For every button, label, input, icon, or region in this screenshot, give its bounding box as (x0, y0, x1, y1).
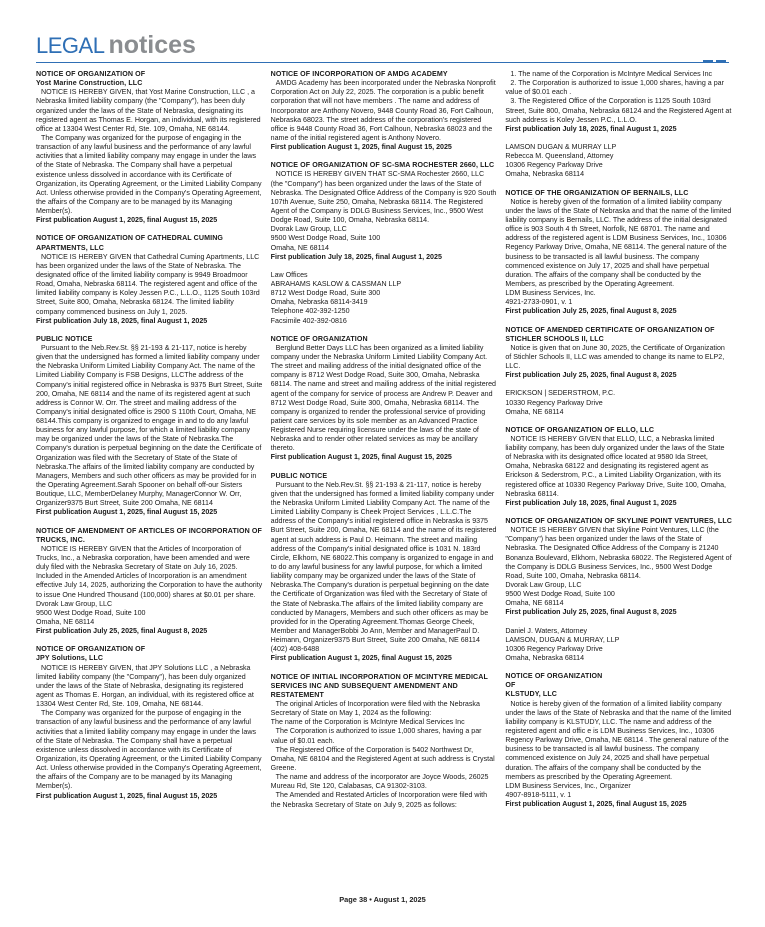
publication-dates: First publication July 18, 2025, final August 1, 2025 (36, 316, 208, 325)
page-footer: Page 38 • August 1, 2025 (339, 895, 426, 904)
publication-dates: First publication August 1, 2025, final August 15, 2025 (36, 508, 218, 517)
notice-text: LAMSON DUGAN & MURRAY LLP (505, 142, 617, 151)
notice-text: 10330 Regency Parkway Drive (505, 398, 603, 407)
legal-notice (271, 335, 498, 463)
notice-heading: NOTICE OF ORGANIZATION OF CATHEDRAL CUMING APARTMENTS, LLC (36, 234, 224, 252)
notice-text: NOTICE IS HEREBY GIVEN that the Articles of Incorporation of Trucks, Inc., a Nebraska corporation, have been amended and were duly filed with the Nebraska Secretary of State on July 16, 2025. Included in the Amended Articles of Incorporation is an amendment effective July 14, 2025, authorizing the Corporation to have the authority to issue One Hundred Thousand (100,000) shares at $0.01 per share. (36, 544, 263, 599)
notice-heading: NOTICE OF ORGANIZATION OF SKYLINE POINT VENTURES, LLC (505, 517, 732, 526)
publication-dates: First publication August 1, 2025, final August 15, 2025 (505, 800, 687, 809)
notice-heading: NOTICE OF ORGANIZATION OF JPY Solutions, LLC (36, 645, 146, 663)
column-3 (505, 70, 732, 895)
notice-text: LDM Business Services, Inc., Organizer (505, 781, 631, 790)
notice-text: The Company was organized for the purpose of engaging in the transaction of any lawful business and the performance of any lawful activities that a limited liability company may engage in under the laws of the State of Nebraska. The Company shall have a perpetual existence unless dissolved in accordance with its Certificate of Organization, its Operating Agreement, or the Limited Liability Company Act. Unless otherwise provided in the Company's Operating Agreement, the affairs of the Company are to be managed by its Managing Member(s). (36, 709, 262, 791)
legal-notice (271, 271, 498, 326)
publication-dates: First publication July 25, 2025, final August 8, 2025 (505, 307, 677, 316)
legal-notice (505, 627, 732, 664)
legal-notice (36, 234, 263, 325)
notice-text: Omaha, NE 68114 (270, 243, 329, 252)
legal-notice (505, 389, 732, 416)
notice-text: Omaha, NE 68114 (505, 407, 564, 416)
notice-text: LDM Business Services, Inc. (505, 289, 596, 298)
legal-notice (36, 335, 263, 518)
notice-text: Omaha, Nebraska 68114-3419 (270, 298, 368, 307)
notice-text: NOTICE IS HEREBY GIVEN that ELLO, LLC, a Nebraska limited liability company, has been duly organized under the laws of the State of Nebraska with its designated office located at 9580 Ida Street, Omaha, Nebraska 68122 and designating its registered agent as Erickson & Sederstrom, P.C., a Limited Liability Organization, with its registered office at 10330 Regency Parkway Drive, Suite 100, Omaha, Nebraska 68114. (505, 434, 727, 498)
notice-text: Pursuant to the Neb.Rev.St. §§ 21-193 & 21-117, notice is hereby given that the undersigned has formed a limited liability company under the Nebraska Uniform Limited Liability Company Act. The name of the Limited Liability Company is FSB Designs, LLCThe address of the Company's initial registered office in Nebraska is 9375 Burt Street, Suite 200, Omaha, NE 68114 and the name of its registered agent at such address is Connor W. Orr. The street and mailing address of the Company's initial designated office is 2900 S 110th Court, Omaha, NE 68144.This company is organized to engage in and to do any lawful business for any lawful purpose, for which a limited liability company may be organized under the laws of the State of Nebraska.The Company's duration is perpetual beginning on the date the Certificate of Organization was filed with the Secretary of State of the State of Nebraska.The affairs of the limited liability company are conducted by Managers, Members and such other officers as may be provided for in the Operating Agreement.Sarah Spooner on behalf off-our Sisters Boutique, LLC, MemberDelaney Murphy, ManagerConnor W. Orr, Organizer9375 Burt Street, Suite 200 Omaha, NE 68114 (36, 343, 263, 508)
notice-heading: NOTICE OF ORGANIZATION (270, 334, 368, 343)
masthead-rule (36, 62, 729, 63)
notice-text: NOTICE IS HEREBY GIVEN THAT SC-SMA Rochester 2660, LLC (the "Company") has been organized under the laws of the State of Nebraska. The Designated Office Address of the Company is 920 South 107th Avenue, Suite 250, Omaha, Nebraska 68114. The Registered Agent of the Company is DDLG Business Services, Inc., 9500 West Dodge Road, Suite 100, Omaha, Nebraska 68114. (270, 170, 497, 225)
publication-dates: First publication July 25, 2025, final August 8, 2025 (505, 608, 677, 617)
notice-columns (36, 70, 732, 895)
notice-text: Facsimile 402-392-0816 (270, 316, 347, 325)
notice-text: Dvorak Law Group, LLC (270, 225, 347, 234)
publication-dates: First publication July 25, 2025, final August 8, 2025 (505, 371, 677, 380)
notice-text: The Corporation is authorized to issue 1,000 shares, having a par value of $0.01 each. (270, 727, 482, 745)
notice-text: NOTICE IS HEREBY GIVEN that Cathedral Cuming Apartments, LLC has been organized under the laws of the State of Nebraska. The designated office of the limited liability company is 9949 Broadmoor Road, Omaha, Nebraska 68114. The registered agent and office of the limited liability company is Koley Jessen P.C., L.L.O., 1125 South 103rd Street, Suite 800, Omaha, Nebraska 68124. The limited liability company commenced business on July 1, 2025. (36, 252, 260, 316)
publication-dates: First publication August 1, 2025, final August 15, 2025 (270, 453, 452, 462)
notice-text: Notice is hereby given of the formation of a limited liability company under the laws of the State of Nebraska and that the name of the limited liability company is Bernails, LLC. The address of the initial designated office is 903 South 4 th Street, Norfolk, NE 68701. The name and address of the registered agent is LDM Business Services, Inc., 10306 Regency Parkway Drive, Omaha, NE 68114. The general nature of the business to be transacted is all lawful business. The company commenced existence on July 17, 2025 and shall have perpetual duration. The affairs of the company shall be conducted by the Members, as prescribed by the Operating Agreement. (505, 197, 732, 288)
notice-text: Rebecca M. Queensland, Attorney (505, 152, 614, 161)
legal-notice (505, 426, 732, 508)
legal-notice (505, 189, 732, 317)
notice-text: Pursuant to the Neb.Rev.St. §§ 21-193 & 21-117, notice is hereby given that the undersigned has formed a limited liability company under the Nebraska Uniform Limited Liability Company Act. The name of the Limited Liability Company is Cheek Project Services , L.L.C.The address of the Company's initial registered office in Nebraska is 9375 Burt Street, Suite 200, Omaha, NE 68114 and the name of its registered agent at such address is Paul D. Heimann. The street and mailing address of the Company's initial designated office is 1031 N. 183rd Circle, Elkhorn, NE 68022.This company is organized to engage in and to do any lawful business for any lawful purpose, for which a limited liability company may be organized under the laws of the State of Nebraska.The Company's duration is perpetual beginning on the date the Certificate of Organization was filed with the Secretary of State of the State of Nebraska.The affairs of the limited liability company are conducted by Managers, Members and such other officers as may be provided for in the Operating Agreement.Thomas George Cheek, Member and ManagerBobbi Jo Ann, Member and ManagerPaul D. Heimann, Organizer9375 Burt Street, Suite 200 Omaha, NE 68114 (402) 408-6488 (270, 480, 497, 654)
publication-dates: First publication July 18, 2025, final August 1, 2025 (505, 124, 677, 133)
legal-notice (505, 143, 732, 180)
notice-text: Notice is hereby given of the formation of a limited liability company under the laws of the State of Nebraska and that the name of the limited liability company is KLSTUDY, LLC. The name and address of the registered agent and offic e is LDM Business Services, Inc., 10306 Regency Parkway Drive, Omaha, NE 68114 . The general nature of the business to be transacted is all lawful business. The company commenced existence on July 24, 2025 and shall have perpetual duration. The affairs of the company shall be conducted by the members as prescribed by the Operating Agreement. (505, 699, 732, 781)
legal-notice (36, 70, 263, 225)
publication-dates: First publication July 25, 2025, final August 8, 2025 (36, 627, 208, 636)
legal-notice (36, 645, 263, 800)
publication-dates: First publication August 1, 2025, final August 15, 2025 (36, 216, 218, 225)
notice-text: Omaha, Nebraska 68114 (505, 170, 585, 179)
notice-heading: NOTICE OF ORGANIZATION OF SC-SMA ROCHESTER 2660, LLC (270, 161, 495, 170)
column-1 (36, 70, 263, 895)
notice-text: The name of the Corporation is McIntyre Medical Services Inc (270, 718, 465, 727)
notice-text: The Amended and Restated Articles of Incorporation were filed with the Nebraska Secretary of State on July 9, 2025 as follows: (270, 791, 488, 809)
notice-text: ABRAHAMS KASLOW & CASSMAN LLP (270, 279, 402, 288)
notice-heading: NOTICE OF AMENDMENT OF ARTICLES OF INCORPORATION OF TRUCKS, INC. (36, 526, 262, 544)
notice-text: Berglund Better Days LLC has been organized as a limited liability company under the Nebraska Uniform Limited Liability Company Act. The street and mailing address of the initial designated office of the company is 8712 West Dodge Road, Suite 300, Omaha, Nebraska 68114. The name and street and mailing address of the initial registered agent of the company for service of process are Andrew P. Deaver and 8712 West Dodge Road, Suite 300, Omaha, Nebraska 68114. The company is organized to render the professional service of providing patient care services by its sole member as an Advanced Practice Registered Nurse requiring licensure under the laws of the state of Nebraska and to render other related services as may be ancillary thereto. (270, 343, 496, 453)
notice-text: 1. The name of the Corporation is McIntyre Medical Services Inc (510, 70, 713, 78)
notice-text: 9500 West Dodge Road, Suite 100 (270, 234, 381, 243)
notice-text: 10306 Regency Parkway Drive (505, 161, 603, 170)
notice-text: Omaha, Nebraska 68114 (505, 654, 585, 663)
notice-text: The name and address of the incorporator are Joyce Woods, 26025 Mureau Rd, Ste 120, Calabasas, CA 91302-3103. (270, 773, 489, 791)
notice-text: AMDG Academy has been incorporated under the Nebraska Nonprofit Corporation Act on July 22, 2025. The corporation is a public benefit corporation that will not have members . The name and address of Incorporator are Anthony Novero, 9448 County Road 36, Fort Calhoun, Nebraska 68023. The street address of the corporation's registered office is 9448 County Road 36, Fort Calhoun, Nebraska 68023 and the name of the initial registered agent is Anthony Novero. (270, 79, 496, 142)
notice-text: Notice is given that on June 30, 2025, the Certificate of Organization of Stichler Schools II, LLC was amended to change its name to ELP2, LLC. (505, 343, 725, 371)
notice-text: Daniel J. Waters, Attorney (505, 626, 588, 635)
notice-text: 4907-8918-5111, v. 1 (505, 790, 572, 799)
publication-dates: First publication July 18, 2025, final August 1, 2025 (270, 252, 442, 261)
notice-text: ERICKSON | SEDERSTROM, P.C. (505, 389, 616, 398)
notice-text: 9500 West Dodge Road, Suite 100 (505, 590, 615, 599)
masthead (36, 31, 196, 60)
notice-text: NOTICE IS HEREBY GIVEN that Skyline Point Ventures, LLC (the "Company") has been organized under the laws of the State of Nebraska. The Designated Office Address of the Company is 21240 Bonanza Boulevard, Elkhorn, Nebraska 68022. The Registered Agent of the Company is DDLG Business Services, Inc., 9500 West Dodge Road, Suite 100, Omaha, Nebraska 68114. (505, 526, 732, 580)
notice-text: 10306 Regency Parkway Drive (505, 644, 603, 653)
notice-heading: NOTICE OF ORGANIZATION OF ELLO, LLC (505, 425, 655, 434)
notice-heading: NOTICE OF ORGANIZATION OF KLSTUDY, LLC (505, 672, 603, 699)
notice-heading: NOTICE OF INCORPORATION OF AMDG ACADEMY (270, 70, 448, 78)
notice-heading: NOTICE OF AMENDED CERTIFICATE OF ORGANIZATION OF STICHLER SCHOOLS II, LLC (505, 325, 715, 343)
notice-heading: NOTICE OF ORGANIZATION OF Yost Marine Construction, LLC (36, 70, 146, 88)
legal-notice (505, 517, 732, 618)
legal-notice (505, 326, 732, 381)
notice-text: Telephone 402-392-1250 (270, 307, 350, 316)
publication-dates: First publication July 18, 2025, final August 1, 2025 (505, 498, 677, 507)
legal-notice (505, 70, 732, 134)
notice-text: 4921-2733-0901, v. 1 (505, 298, 573, 307)
notice-text: Dvorak Law Group, LLC (505, 581, 582, 590)
notice-text: 3. The Registered Office of the Corporation is 1125 South 103rd Street, Suite 800, Omaha, Nebraska 68124 and the Registered Agent at such address is Koley Jessen P.C., L.L.O. (505, 97, 732, 124)
notice-text: The Registered Office of the Corporation is 5402 Northwest Dr, Omaha, NE 68104 and the Registered Agent at such address is Crystal Greene. (270, 745, 495, 772)
notice-text: The Company was organized for the purpose of engaging in the transaction of any lawful business and the performance of any lawful activities that a limited liability company may engage in under the laws of the State of Nebraska. The Company shall have a perpetual existence unless dissolved in accordance with its Certificate of Organization, its Operating Agreement, or the Limited Liability Company Act. Unless otherwise provided in the Company's Operating Agreement, the affairs of the Company are to be managed by its Managing Member(s). (36, 133, 262, 216)
notice-heading: PUBLIC NOTICE (270, 471, 328, 480)
legal-notice (505, 672, 732, 809)
masthead-rule-accent (703, 60, 729, 63)
notice-heading: NOTICE OF THE ORGANIZATION OF BERNAILS, LLC (505, 188, 689, 197)
notice-text: NOTICE IS HEREBY GIVEN, that JPY Solutions LLC , a Nebraska limited liability company (the "Company"), has been duly organized under the laws of the State of Nebraska, designating its registered agent as Thomas E. Horgan, an individual, with its registered office at 13304 West Center Rd, Ste. 109, Omaha, NE 68144. (36, 663, 254, 709)
notice-text: Omaha, NE 68114 (36, 618, 95, 627)
legal-notice (271, 472, 498, 664)
masthead-title: notices (108, 31, 196, 59)
notice-text: 2. The Corporation is authorized to issue 1,000 shares, having a par value of $0.01 each . (505, 79, 724, 97)
notice-heading: PUBLIC NOTICE (36, 334, 93, 343)
legal-notice (271, 161, 498, 262)
notice-text: NOTICE IS HEREBY GIVEN, that Yost Marine Construction, LLC , a Nebraska limited liability company (the "Company"), has been duly organized under the laws of the State of Nebraska, designating its registered agent as Thomas E. Horgan, an individual, with its registered office at 13304 West Center Rd, Ste. 109, Omaha, NE 68144. (36, 88, 261, 133)
legal-notice (271, 673, 498, 810)
legal-notice (36, 527, 263, 637)
notice-text: Dvorak Law Group, LLC (36, 599, 113, 608)
legal-notice (271, 70, 498, 152)
notice-text: The original Articles of Incorporation were filed with the Nebraska Secretary of State on May 1, 2024 as the following: (270, 700, 480, 718)
column-2 (271, 70, 498, 895)
notice-text: 9500 West Dodge Road, Suite 100 (36, 608, 146, 617)
publication-dates: First publication August 1, 2025, final August 15, 2025 (270, 143, 452, 152)
notice-text: LAMSON, DUGAN & MURRAY, LLP (505, 635, 620, 644)
notice-text: Law Offices (270, 270, 308, 279)
notice-text: Omaha, NE 68114 (505, 599, 564, 608)
notice-text: 8712 West Dodge Road, Suite 300 (270, 289, 381, 298)
masthead-kicker: LEGAL (36, 33, 105, 58)
publication-dates: First publication August 1, 2025, final August 15, 2025 (36, 791, 218, 800)
publication-dates: First publication August 1, 2025, final August 15, 2025 (270, 654, 452, 663)
notice-heading: NOTICE OF INITIAL INCORPORATION OF MCINTYRE MEDICAL SERVICES INC AND SUBSEQUENT AMENDMENT AND RESTATEMENT (270, 672, 488, 699)
